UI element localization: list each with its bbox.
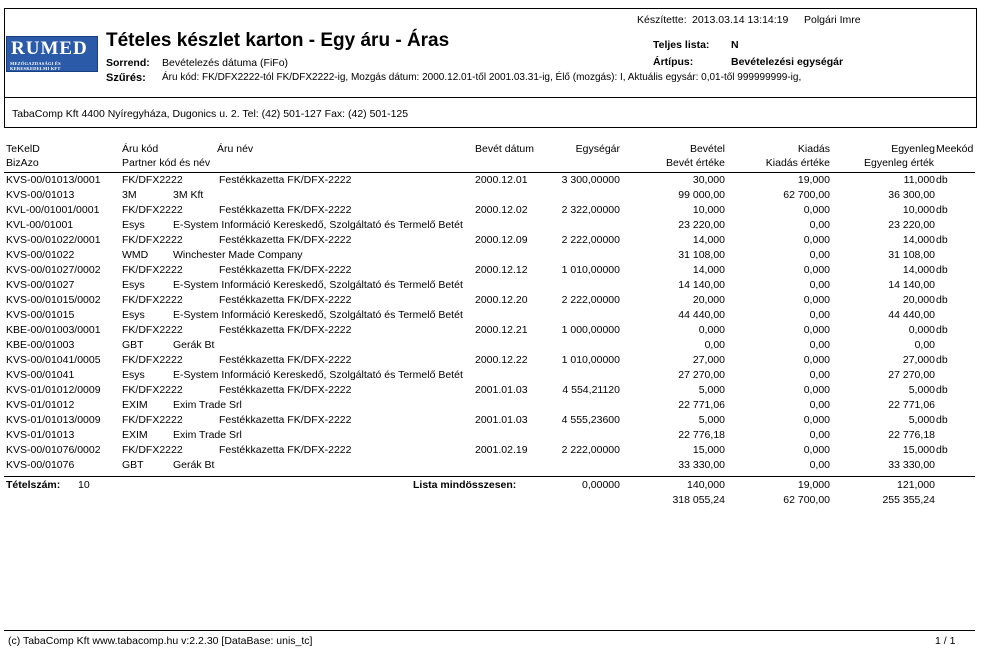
row-bizazo: KVS-00/01027: [6, 279, 75, 291]
row-partner-code: GBT: [122, 459, 144, 471]
row-partner-code: 3M: [122, 189, 137, 201]
row-bevetel: 15,000: [692, 444, 725, 456]
row-meekod: db: [936, 324, 948, 336]
row-bevet-datum: 2000.12.02: [475, 204, 528, 216]
row-egysegar: 1 000,00000: [561, 324, 620, 336]
col-egyenleg: Egyenleg: [891, 143, 935, 155]
row-meekod: db: [936, 204, 948, 216]
filter-value: Áru kód: FK/DFX2222-tól FK/DFX2222-ig, Mozgás dátum: 2000.12.01-től 2001.03.31-ig, Élő (mozgás): I, Aktuális egysár: 0,01-től 999999999-ig,: [162, 72, 802, 83]
row-kiadas: 0,000: [803, 324, 830, 336]
row-meekod: db: [936, 174, 948, 186]
row-bevet-datum: 2000.12.21: [475, 324, 528, 336]
row-egyenleg: 14,000: [902, 234, 935, 246]
header-rule: [4, 172, 975, 173]
row-egysegar: 1 010,00000: [561, 264, 620, 276]
row-bizazo: KVS-01/01013: [6, 429, 75, 441]
created-value: 2013.03.14 13:14:19: [692, 14, 789, 26]
row-egyenleg: 14,000: [902, 264, 935, 276]
row-kiadas-erteke: 0,00: [809, 309, 830, 321]
logo-subtext: MEZŐGAZDASÁGI ÉS KERESKEDELMI KFT: [10, 61, 61, 71]
row-egysegar: 4 554,21120: [562, 384, 620, 396]
footer-rule: [4, 630, 975, 631]
row-kiadas-erteke: 0,00: [809, 249, 830, 261]
row-bevet-erteke: 33 330,00: [678, 459, 725, 471]
row-partner-name: E-System Információ Kereskedő, Szolgáltató és Termelő Betét: [173, 219, 463, 231]
row-partner-name: E-System Információ Kereskedő, Szolgáltató és Termelő Betét: [173, 309, 463, 321]
row-bizazo: KVS-00/01041: [6, 369, 75, 381]
row-partner-code: WMD: [122, 249, 149, 261]
row-bevetel: 14,000: [692, 234, 725, 246]
row-bevet-datum: 2001.02.19: [475, 444, 528, 456]
header-divider: [5, 97, 976, 98]
row-bevet-datum: 2001.01.03: [475, 414, 528, 426]
row-partner-code: Esys: [122, 219, 145, 231]
row-egyenleg-erteke: 31 108,00: [888, 249, 935, 261]
row-arunev: Festékkazetta FK/DFX-2222: [219, 204, 352, 216]
row-bevet-erteke: 44 440,00: [678, 309, 725, 321]
row-kiadas-erteke: 0,00: [809, 219, 830, 231]
row-arunev: Festékkazetta FK/DFX-2222: [219, 324, 352, 336]
sum-label: Lista mindösszesen:: [413, 479, 517, 491]
row-meekod: db: [936, 384, 948, 396]
row-meekod: db: [936, 234, 948, 246]
row-meekod: db: [936, 444, 948, 456]
row-partner-name: E-System Információ Kereskedő, Szolgáltató és Termelő Betét: [173, 279, 463, 291]
count-label: Tételszám:: [6, 479, 61, 491]
row-bevet-datum: 2000.12.12: [475, 264, 528, 276]
row-egyenleg-erteke: 44 440,00: [888, 309, 935, 321]
company-logo: [6, 36, 98, 72]
row-bevet-erteke: 31 108,00: [678, 249, 725, 261]
row-egyenleg: 5,000: [908, 414, 935, 426]
col-bevet-datum: Bevét dátum: [475, 143, 534, 155]
row-kiadas: 0,000: [803, 444, 830, 456]
col-partner: Partner kód és név: [122, 157, 211, 169]
row-arunev: Festékkazetta FK/DFX-2222: [219, 294, 352, 306]
row-bevet-datum: 2000.12.22: [475, 354, 528, 366]
row-tekeld: KVS-00/01013/0001: [6, 174, 101, 186]
row-bizazo: KVL-00/01001: [6, 219, 74, 231]
row-arukod: FK/DFX2222: [122, 264, 183, 276]
logo-text: RUMED: [11, 38, 88, 59]
row-partner-name: Gerák Bt: [173, 459, 215, 471]
row-bizazo: KBE-00/01003: [6, 339, 75, 351]
row-egyenleg: 11,000: [903, 174, 935, 186]
row-egyenleg-erteke: 27 270,00: [888, 369, 935, 381]
row-bizazo: KVS-00/01013: [6, 189, 75, 201]
row-kiadas: 0,000: [803, 354, 830, 366]
row-kiadas-erteke: 0,00: [809, 429, 830, 441]
footer-text: (c) TabaComp Kft www.tabacomp.hu v:2.2.30 [DataBase: unis_tc]: [8, 635, 313, 647]
row-arunev: Festékkazetta FK/DFX-2222: [219, 234, 352, 246]
row-bizazo: KVS-01/01012: [6, 399, 75, 411]
row-arukod: FK/DFX2222: [122, 204, 183, 216]
col-meekod: Meekód: [936, 143, 974, 155]
row-arukod: FK/DFX2222: [122, 414, 183, 426]
company-info: TabaComp Kft 4400 Nyíregyháza, Dugonics u. 2. Tel: (42) 501-127 Fax: (42) 501-125: [12, 108, 409, 120]
row-egyenleg: 10,000: [902, 204, 935, 216]
row-kiadas: 0,000: [803, 384, 830, 396]
row-kiadas: 19,000: [797, 174, 830, 186]
row-partner-code: Esys: [122, 369, 145, 381]
row-bizazo: KVS-00/01022: [6, 249, 75, 261]
row-arukod: FK/DFX2222: [122, 444, 183, 456]
row-egysegar: 3 300,00000: [561, 174, 620, 186]
row-arunev: Festékkazetta FK/DFX-2222: [219, 174, 352, 186]
row-bizazo: KVS-00/01015: [6, 309, 75, 321]
row-egyenleg: 20,000: [902, 294, 935, 306]
report-title: Tételes készlet karton - Egy áru - Áras: [106, 30, 450, 51]
col-arukod: Áru kód: [122, 143, 159, 155]
count-value: 10: [78, 479, 90, 491]
row-tekeld: KVS-00/01076/0002: [6, 444, 101, 456]
row-arunev: Festékkazetta FK/DFX-2222: [219, 414, 352, 426]
row-bevet-datum: 2000.12.20: [475, 294, 528, 306]
row-partner-code: Esys: [122, 309, 145, 321]
row-egysegar: 4 555,23600: [561, 414, 620, 426]
row-partner-code: Esys: [122, 279, 145, 291]
row-tekeld: KVS-00/01041/0005: [6, 354, 101, 366]
row-meekod: db: [936, 264, 948, 276]
row-bevetel: 30,000: [692, 174, 725, 186]
row-tekeld: KVS-00/01015/0002: [6, 294, 101, 306]
total-egyenleg: 121,000: [897, 479, 935, 491]
row-partner-name: Gerák Bt: [173, 339, 215, 351]
row-egysegar: 1 010,00000: [561, 354, 620, 366]
price-type-value: Bevételezési egységár: [731, 56, 844, 68]
totals-rule: [4, 476, 975, 477]
row-meekod: db: [936, 354, 948, 366]
row-egyenleg-erteke: 33 330,00: [888, 459, 935, 471]
row-partner-code: EXIM: [122, 429, 148, 441]
row-arunev: Festékkazetta FK/DFX-2222: [219, 264, 352, 276]
total-bevetel: 140,000: [687, 479, 725, 491]
row-bizazo: KVS-00/01076: [6, 459, 75, 471]
total-kiadas-erteke: 62 700,00: [783, 494, 830, 506]
col-egyenleg-erteke: Egyenleg érték: [864, 157, 935, 169]
col-tekeld: TeKelD: [6, 143, 40, 155]
total-bevet-erteke: 318 055,24: [672, 494, 725, 506]
created-by: Polgári Imre: [804, 14, 861, 26]
col-bevet-erteke: Bevét értéke: [666, 157, 725, 169]
row-kiadas: 0,000: [803, 204, 830, 216]
row-egyenleg-erteke: 36 300,00: [888, 189, 935, 201]
sort-label: Sorrend:: [106, 57, 150, 69]
row-kiadas-erteke: 0,00: [809, 339, 830, 351]
row-egyenleg: 0,000: [908, 324, 935, 336]
row-egysegar: 2 222,00000: [561, 294, 620, 306]
row-bevet-erteke: 99 000,00: [678, 189, 725, 201]
row-kiadas: 0,000: [803, 414, 830, 426]
row-bevetel: 10,000: [692, 204, 725, 216]
row-arukod: FK/DFX2222: [122, 174, 183, 186]
row-bevetel: 5,000: [698, 414, 725, 426]
row-partner-name: E-System Információ Kereskedő, Szolgáltató és Termelő Betét: [173, 369, 463, 381]
row-egyenleg-erteke: 23 220,00: [888, 219, 935, 231]
sort-value: Bevételezés dátuma (FiFo): [162, 57, 289, 69]
row-tekeld: KVS-00/01027/0002: [6, 264, 101, 276]
col-egysegar: Egységár: [575, 143, 620, 155]
row-partner-name: Exim Trade Srl: [173, 399, 242, 411]
row-kiadas-erteke: 0,00: [809, 369, 830, 381]
total-price: 0,00000: [582, 479, 620, 491]
row-egyenleg: 27,000: [902, 354, 935, 366]
row-bevetel: 0,000: [698, 324, 725, 336]
row-bevetel: 14,000: [692, 264, 725, 276]
row-tekeld: KVS-01/01012/0009: [6, 384, 101, 396]
price-type-label: Ártípus:: [653, 56, 694, 68]
row-bevet-erteke: 22 776,18: [678, 429, 725, 441]
full-list-value: N: [731, 39, 739, 51]
row-arukod: FK/DFX2222: [122, 294, 183, 306]
row-bevet-erteke: 23 220,00: [678, 219, 725, 231]
row-egyenleg-erteke: 14 140,00: [888, 279, 935, 291]
row-egyenleg: 15,000: [902, 444, 935, 456]
row-kiadas: 0,000: [803, 294, 830, 306]
row-arukod: FK/DFX2222: [122, 234, 183, 246]
col-bizazo: BizAzo: [6, 157, 39, 169]
row-arukod: FK/DFX2222: [122, 354, 183, 366]
row-bevet-erteke: 0,00: [704, 339, 725, 351]
row-kiadas-erteke: 62 700,00: [783, 189, 830, 201]
col-kiadas-erteke: Kiadás értéke: [765, 157, 830, 169]
row-meekod: db: [936, 414, 948, 426]
page-number: 1 / 1: [935, 635, 956, 647]
row-egyenleg-erteke: 22 771,06: [888, 399, 935, 411]
row-egyenleg: 5,000: [908, 384, 935, 396]
row-arukod: FK/DFX2222: [122, 384, 183, 396]
row-bevetel: 5,000: [698, 384, 725, 396]
row-bevet-datum: 2000.12.01: [475, 174, 528, 186]
row-kiadas: 0,000: [803, 234, 830, 246]
row-egysegar: 2 222,00000: [561, 444, 620, 456]
row-bevet-datum: 2000.12.09: [475, 234, 528, 246]
col-arunev: Áru név: [217, 143, 254, 155]
row-bevetel: 20,000: [692, 294, 725, 306]
row-tekeld: KVS-00/01022/0001: [6, 234, 101, 246]
row-bevet-erteke: 22 771,06: [678, 399, 725, 411]
row-bevet-erteke: 27 270,00: [678, 369, 725, 381]
row-arukod: FK/DFX2222: [122, 324, 183, 336]
row-kiadas-erteke: 0,00: [809, 459, 830, 471]
row-partner-name: 3M Kft: [173, 189, 204, 201]
row-tekeld: KVS-01/01013/0009: [6, 414, 101, 426]
row-bevet-datum: 2001.01.03: [475, 384, 528, 396]
total-kiadas: 19,000: [797, 479, 830, 491]
row-arunev: Festékkazetta FK/DFX-2222: [219, 444, 352, 456]
filter-label: Szűrés:: [106, 72, 146, 84]
row-bevetel: 27,000: [692, 354, 725, 366]
row-kiadas: 0,000: [803, 264, 830, 276]
total-egyenleg-erteke: 255 355,24: [882, 494, 935, 506]
row-tekeld: KBE-00/01003/0001: [6, 324, 101, 336]
row-kiadas-erteke: 0,00: [809, 279, 830, 291]
row-bevet-erteke: 14 140,00: [678, 279, 725, 291]
row-egysegar: 2 322,00000: [561, 204, 620, 216]
row-partner-code: GBT: [122, 339, 144, 351]
row-arunev: Festékkazetta FK/DFX-2222: [219, 354, 352, 366]
row-tekeld: KVL-00/01001/0001: [6, 204, 100, 216]
row-partner-name: Winchester Made Company: [173, 249, 303, 261]
row-partner-name: Exim Trade Srl: [173, 429, 242, 441]
col-kiadas: Kiadás: [797, 143, 830, 155]
created-label: Készítette:: [637, 14, 687, 26]
row-egysegar: 2 222,00000: [561, 234, 620, 246]
row-arunev: Festékkazetta FK/DFX-2222: [219, 384, 352, 396]
row-partner-code: EXIM: [122, 399, 148, 411]
row-egyenleg-erteke: 0,00: [914, 339, 935, 351]
col-bevetel: Bevétel: [689, 143, 725, 155]
row-egyenleg-erteke: 22 776,18: [888, 429, 935, 441]
row-kiadas-erteke: 0,00: [809, 399, 830, 411]
full-list-label: Teljes lista:: [653, 39, 710, 51]
row-meekod: db: [936, 294, 948, 306]
